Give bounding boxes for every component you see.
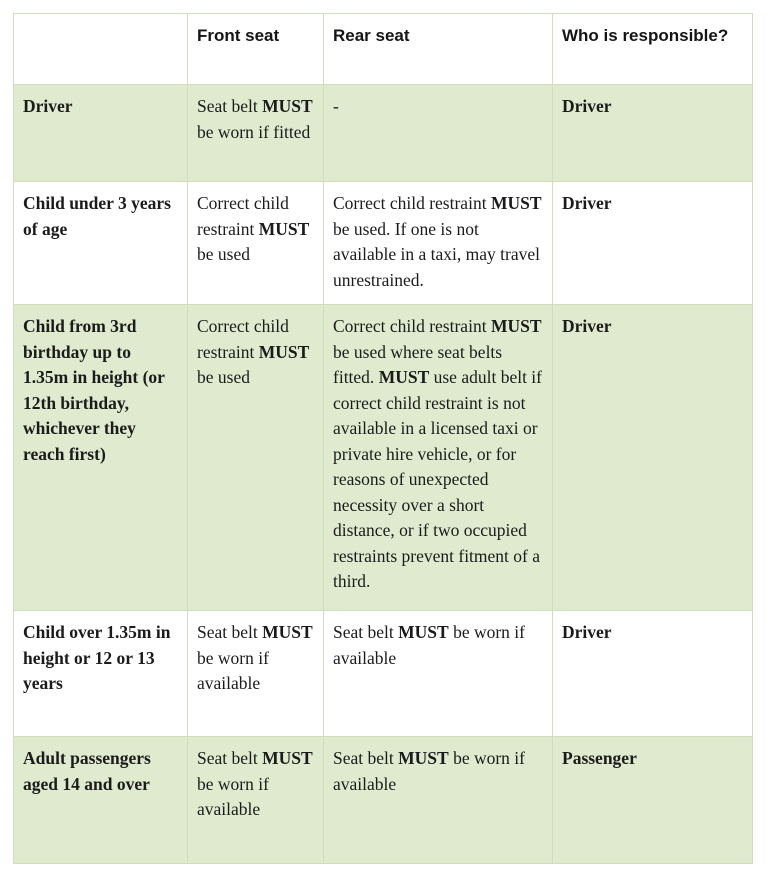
cell-rear-seat [324, 611, 553, 737]
cell-category [14, 182, 188, 305]
cell-rear-seat [324, 305, 553, 611]
cell-responsible [553, 85, 753, 182]
table-body [14, 85, 753, 864]
column-header-rear-seat: Rear seat [324, 14, 553, 85]
seatbelt-requirements-table [13, 13, 753, 864]
cell-rear-seat-text: Correct child restraint MUST be used. If one is not available in a taxi, may travel unrestrained. [333, 193, 542, 290]
cell-front-seat [188, 737, 324, 864]
table-header [14, 14, 753, 85]
cell-front-seat-text: Seat belt MUST be worn if fitted [197, 96, 313, 142]
cell-front-seat [188, 85, 324, 182]
header-row [14, 14, 753, 85]
cell-rear-seat-text: Seat belt MUST be worn if available [333, 622, 525, 668]
cell-front-seat-text: Correct child restraint MUST be used [197, 193, 310, 264]
cell-front-seat-text: Correct child restraint MUST be used [197, 316, 310, 387]
table-row [14, 305, 753, 611]
cell-responsible-text: Passenger [562, 748, 637, 768]
cell-rear-seat-text: - [333, 96, 339, 116]
cell-category-text: Child from 3rd birthday up to 1.35m in height (or 12th birthday, whichever they reach first) [23, 316, 165, 464]
cell-rear-seat [324, 737, 553, 864]
cell-category [14, 611, 188, 737]
cell-rear-seat [324, 85, 553, 182]
column-header-who-is-responsible: Who is responsible? [553, 14, 753, 85]
cell-responsible [553, 182, 753, 305]
table-row [14, 737, 753, 864]
column-header-category [14, 14, 188, 85]
table-row [14, 85, 753, 182]
cell-category-text: Adult passengers aged 14 and over [23, 748, 151, 794]
cell-front-seat-text: Seat belt MUST be worn if available [197, 748, 313, 819]
cell-responsible [553, 611, 753, 737]
cell-front-seat [188, 182, 324, 305]
cell-front-seat-text: Seat belt MUST be worn if available [197, 622, 313, 693]
cell-rear-seat [324, 182, 553, 305]
cell-responsible-text: Driver [562, 316, 612, 336]
cell-rear-seat-text: Correct child restraint MUST be used where seat belts fitted. MUST use adult belt if correct child restraint is not available in a licensed taxi or private hire vehicle, or for reasons of unexpected necessity over a short distance, or if two occupied restraints prevent fitment of a third. [333, 316, 543, 591]
table-row [14, 611, 753, 737]
cell-responsible-text: Driver [562, 622, 612, 642]
cell-category-text: Driver [23, 96, 73, 116]
cell-rear-seat-text: Seat belt MUST be worn if available [333, 748, 525, 794]
cell-responsible-text: Driver [562, 193, 612, 213]
cell-front-seat [188, 611, 324, 737]
cell-category [14, 737, 188, 864]
cell-responsible-text: Driver [562, 96, 612, 116]
cell-category-text: Child under 3 years of age [23, 193, 171, 239]
cell-category [14, 305, 188, 611]
cell-category-text: Child over 1.35m in height or 12 or 13 years [23, 622, 171, 693]
cell-responsible [553, 737, 753, 864]
cell-category [14, 85, 188, 182]
column-header-front-seat: Front seat [188, 14, 324, 85]
cell-front-seat [188, 305, 324, 611]
table-row [14, 182, 753, 305]
cell-responsible [553, 305, 753, 611]
